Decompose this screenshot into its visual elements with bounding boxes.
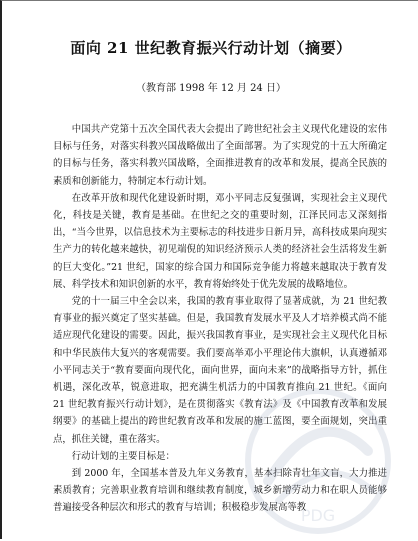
paragraph: 到 2000 年，全国基本普及九年义务教育，基本扫除青壮年文盲，大力推进素质教育；完善职业教育培训和继续教育制度，城乡新增劳动力和在职人员能够普遍接受各种层次和形式的教育与培训；积极稳步发展高等教 xyxy=(53,468,387,514)
document-body xyxy=(53,121,387,517)
page-title: 面向 21 世纪教育振兴行动计划（摘要） xyxy=(70,39,352,57)
page-subtitle: （教育部 1998 年 12 月 24 日） xyxy=(136,83,286,94)
watermark-text: PDG xyxy=(300,506,336,525)
paragraph: 行动计划的主要目标是： xyxy=(71,450,175,462)
paragraph: 中国共产党第十五次全国代表大会提出了跨世纪社会主义现代化建设的宏伟目标与任务，对落实科教兴国战略做出了全面部署。为了实现党的十五大所确定的目标与任务，落实科教兴国战略，全面推进教育的改革和发展，提高全民族的素质和创新能力，特制定本行动计划。 xyxy=(53,124,387,187)
paragraph: 党的十一届三中全会以来，我国的教育事业取得了显著成就，为 21 世纪教育事业的振兴奠定了坚实基础。但是，我国教育发展水平及人才培养模式尚不能适应现代化建设的需要。因此，振兴我国教育事业，是实现社会主义现代化目标和中华民族伟大复兴的客观需要。我们要高举邓小平理论伟大旗帜，认真遵循邓小平同志关于“教育要面向现代化，面向世界，面向未来”的战略指导方针，抓住机遇，深化改革，锐意进取，把充满生机活力的中国教育推向 21 世纪。《面向 21 世纪教育振兴行动计划》，是在贯彻落实《教育法》及《中国教育改革和发展纲要》的基础上提出的跨世纪教育改革和发展的施工蓝图，要全面规划，突出重点，抓住关键，重在落实。 xyxy=(53,296,387,445)
paragraph: 在改革开放和现代化建设新时期，邓小平同志反复强调，实现社会主义现代化，科技是关键，教育是基础。在世纪之交的重要时刻，江泽民同志又深刻指出，“当今世界，以信息技术为主要标志的科技进步日新月异，高科技成果向现实生产力的转化越来越快，初见端倪的知识经济预示人类的经济社会生活将发生新的巨大变化。”21 世纪，国家的综合国力和国际竞争能力将越来越取决于教育发展、科学技术和知识创新的水平，教育将始终处于优先发展的战略地位。 xyxy=(53,192,387,290)
